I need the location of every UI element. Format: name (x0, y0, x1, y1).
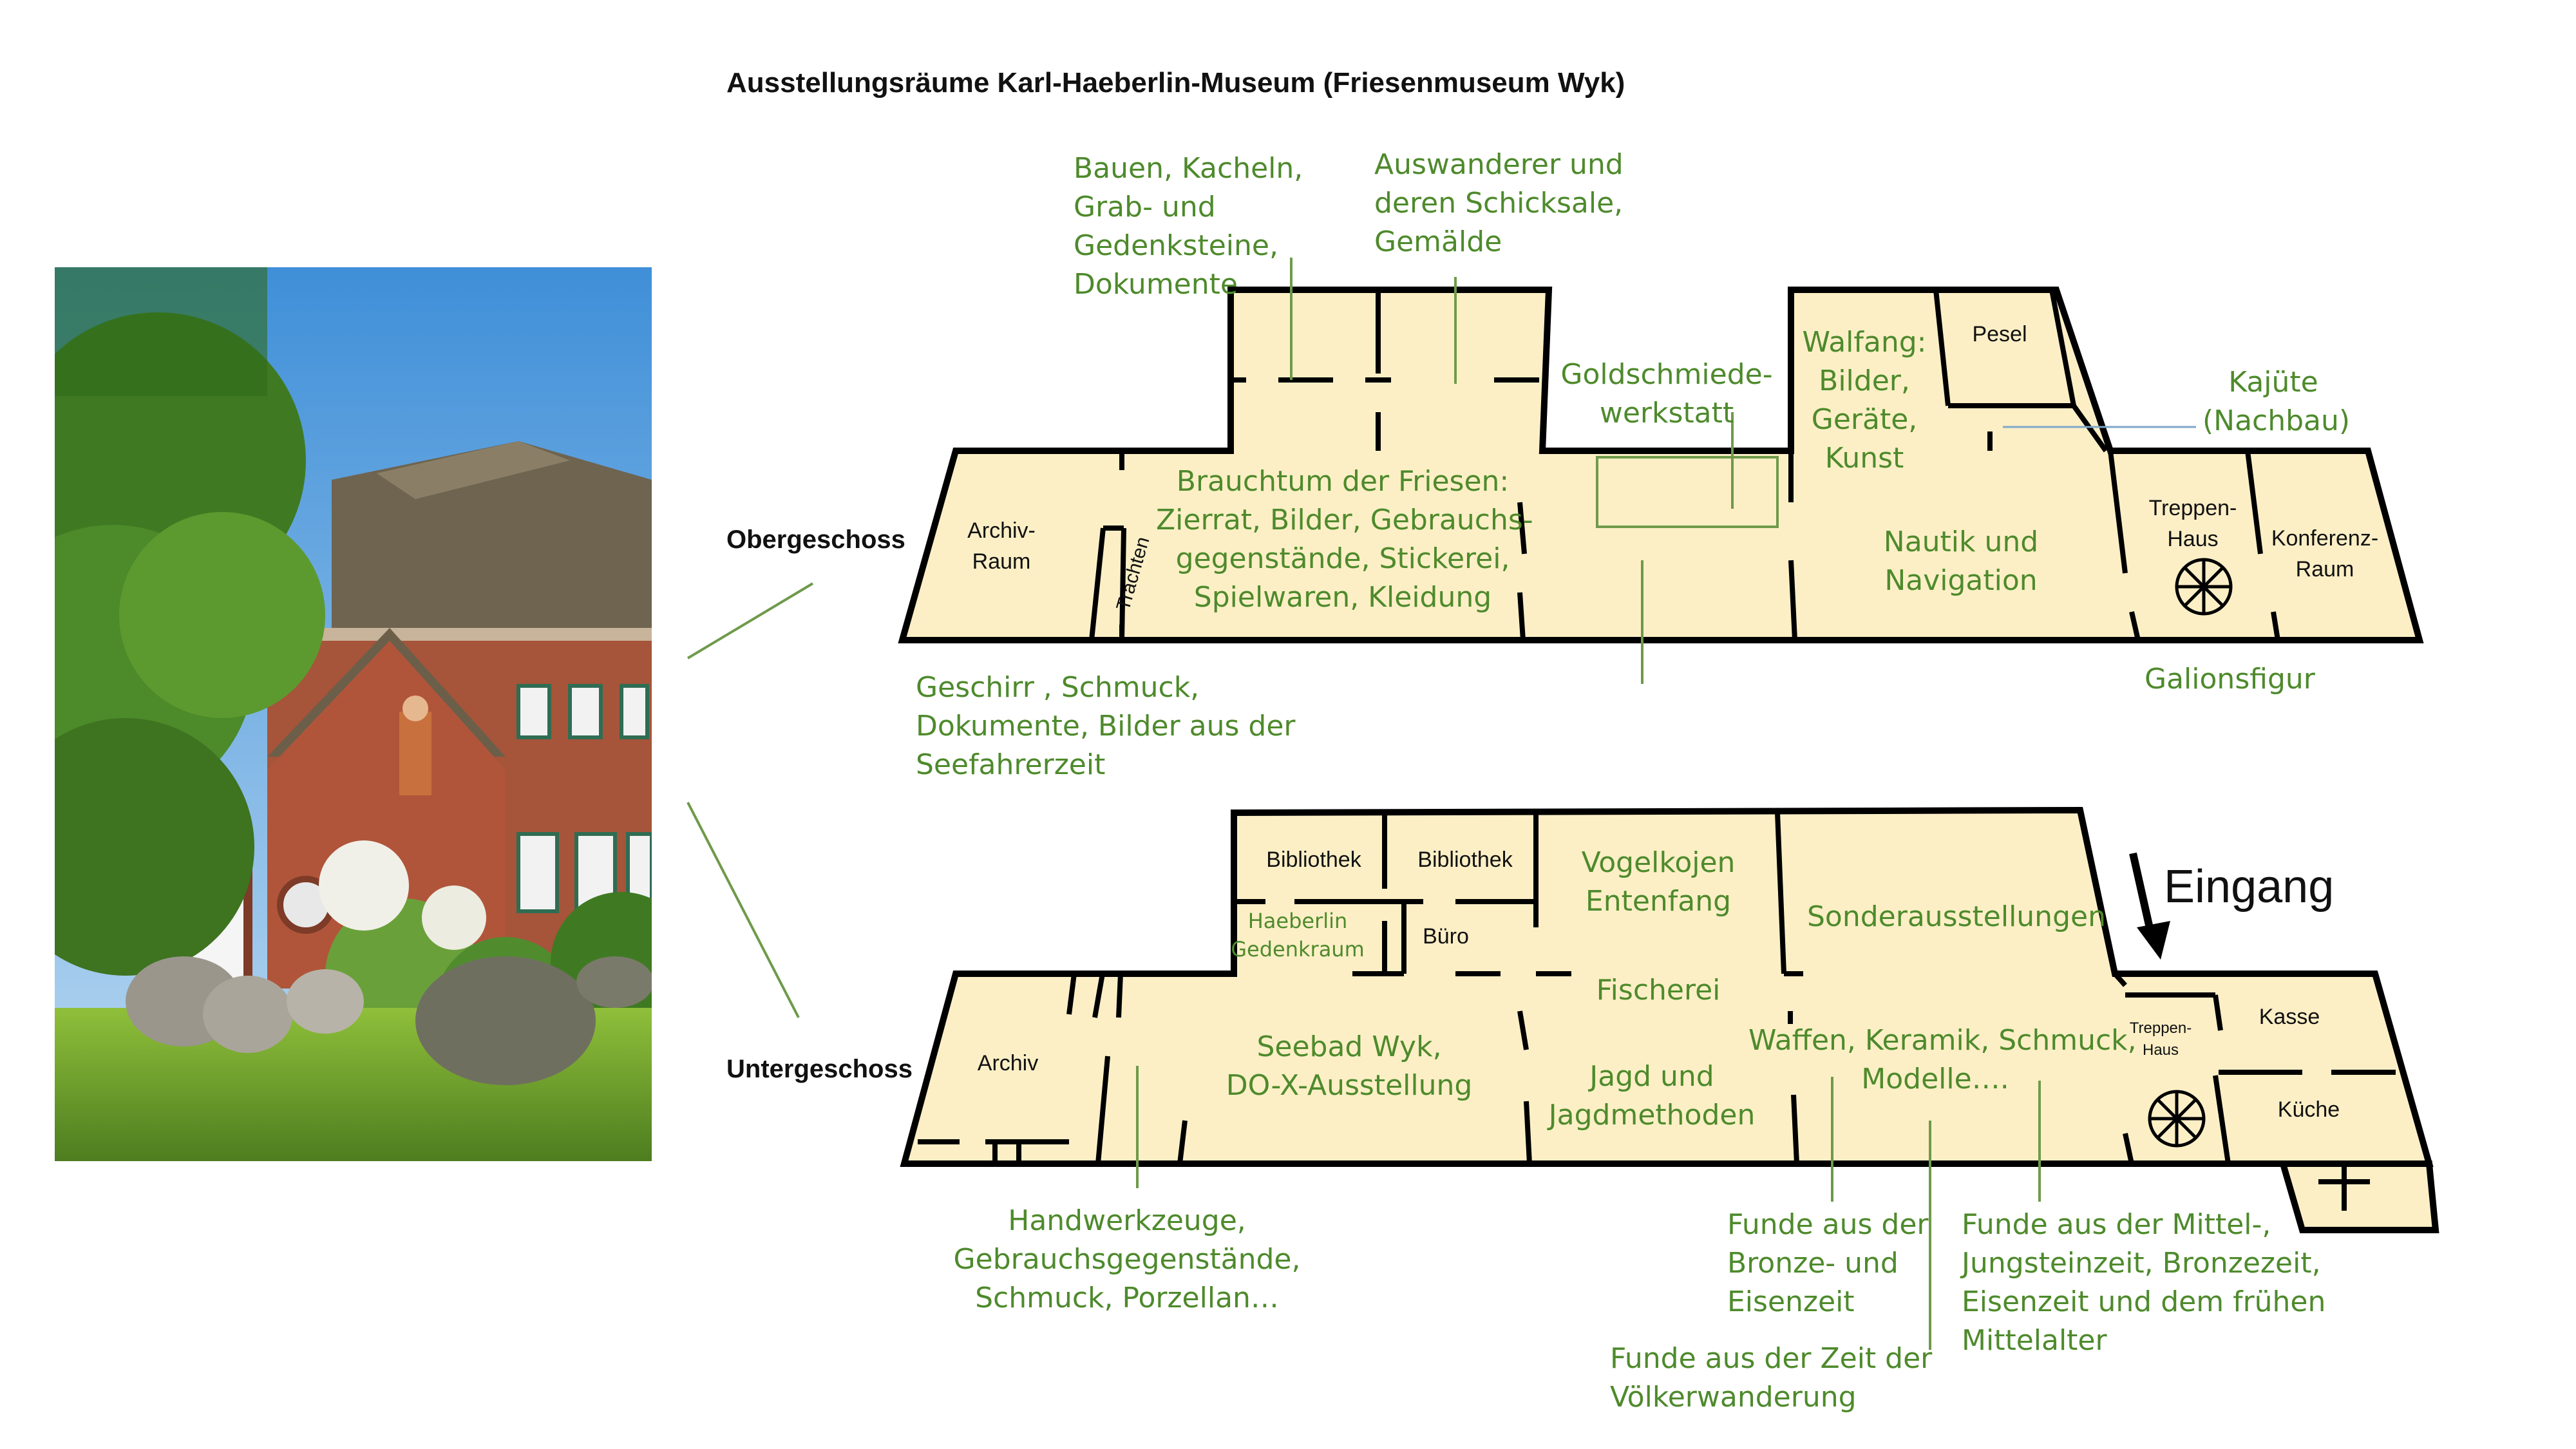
label-vogelkojen: Vogelkojen Entenfang (1581, 846, 1736, 918)
room-konferenz: Konferenz- Raum (2271, 526, 2379, 582)
room-buero: Büro (1423, 924, 1469, 949)
lower-stairs-wheel-icon (2150, 1092, 2204, 1146)
label-voelker: Funde aus der Zeit der Völkerwanderung (1610, 1342, 1933, 1414)
room-treppenhaus-upper: Treppen- Haus (2148, 496, 2237, 551)
room-pesel: Pesel (1972, 322, 2027, 346)
label-bronze: Funde aus der Bronze- und Eisenzeit (1727, 1208, 1929, 1318)
plan-title: Ausstellungsräume Karl-Haeberlin-Museum (Friesenmuseum Wyk) (726, 67, 1625, 99)
entrance-label: Eingang (2164, 861, 2334, 913)
label-kajuete: Kajüte (Nachbau) (2202, 366, 2351, 437)
label-geschirr: Geschirr , Schmuck, Dokumente, Bilder aus der Seefahrerzeit (916, 671, 1296, 781)
room-bibliothek-2: Bibliothek (1417, 848, 1513, 872)
label-handwerk: Handwerkzeuge, Gebrauchsgegenstände, Schmuck, Porzellan… (953, 1204, 1301, 1314)
room-treppenhaus-lower: Treppen- Haus (2129, 1019, 2192, 1059)
label-auswanderer: Auswanderer und deren Schicksale, Gemälde (1374, 148, 1624, 258)
label-goldschmiede: Goldschmiede- werkstatt (1560, 358, 1773, 430)
room-bibliothek-1: Bibliothek (1266, 848, 1361, 872)
label-bauen: Bauen, Kacheln, Grab- und Gedenksteine, Dokumente (1074, 152, 1303, 301)
upper-stairs-wheel-icon (2177, 560, 2231, 614)
label-brauchtum: Brauchtum der Friesen: Zierrat, Bilder, Gebrauchs- gegenstände, Stickerei, Spielwaren, Kleidung (1156, 465, 1533, 614)
room-trachten: Trachten (1112, 534, 1154, 613)
room-kasse: Kasse (2259, 1005, 2320, 1029)
label-galionsfigur: Galionsfigur (2145, 663, 2315, 696)
label-sonderausstellungen: Sonderausstellungen (1807, 900, 2106, 933)
label-fischerei: Fischerei (1596, 974, 1721, 1007)
connector-lower-line (688, 802, 799, 1018)
label-mittel: Funde aus der Mittel-, Jungsteinzeit, Bronzezeit, Eisenzeit und dem frühen Mittelalter (1962, 1208, 2326, 1357)
label-haeberlin: Haeberlin Gedenkraum (1231, 909, 1365, 961)
label-nautik: Nautik und Navigation (1883, 526, 2039, 597)
floor-label-upper: Obergeschoss (726, 526, 905, 554)
room-archiv: Archiv (977, 1051, 1039, 1075)
label-jagd: Jagd und Jagdmethoden (1548, 1060, 1756, 1132)
label-seebad: Seebad Wyk, DO-X-Ausstellung (1226, 1030, 1473, 1102)
room-kueche: Küche (2277, 1097, 2340, 1122)
floor-label-lower: Untergeschoss (726, 1055, 913, 1083)
room-archiv-raum: Archiv- Raum (967, 518, 1036, 574)
connector-upper-line (688, 583, 813, 658)
label-waffen: Waffen, Keramik, Schmuck, Modelle…. (1748, 1024, 2137, 1095)
label-walfang: Walfang: Bilder, Geräte, Kunst (1802, 326, 1927, 475)
